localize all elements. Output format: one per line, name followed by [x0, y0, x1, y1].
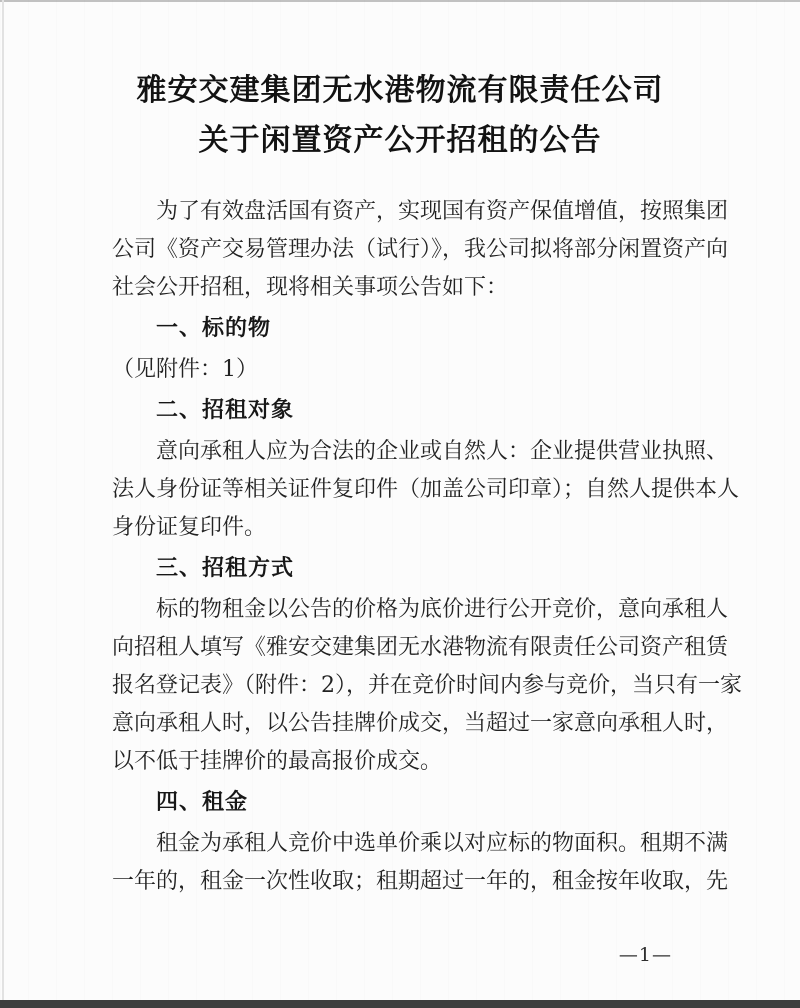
scan-bottom-bar-artifact — [0, 1000, 800, 1008]
paragraph-line: 公司《资产交易管理办法（试行）》，我公司拟将部分闲置资产向 — [112, 237, 729, 262]
attachment-note: （见附件：1） — [112, 357, 258, 382]
document-title-line-1: 雅安交建集团无水港物流有限责任公司 — [136, 73, 664, 108]
page-number: —1— — [618, 944, 672, 966]
paragraph-line: 向招租人填写《雅安交建集团无水港物流有限责任公司资产租赁 — [112, 635, 729, 660]
paragraph-line: 社会公开招租，现将相关事项公告如下： — [112, 275, 509, 300]
section-heading: 三、招租方式 — [156, 556, 295, 581]
paragraph-line: 一年的，租金一次性收取；租期超过一年的，租金按年收取，先 — [112, 869, 729, 894]
paragraph-line: 以不低于挂牌价的最高报价成交。 — [112, 749, 443, 774]
document-title-line-2: 关于闲置资产公开招租的公告 — [198, 123, 602, 158]
scan-left-edge-artifact — [2, 0, 4, 1008]
paragraph-line: 意向承租人应为合法的企业或自然人：企业提供营业执照、 — [156, 439, 729, 464]
paragraph-line: 标的物租金以公告的价格为底价进行公开竞价，意向承租人 — [156, 597, 729, 622]
paragraph-line: 身份证复印件。 — [112, 515, 267, 540]
paragraph-line: 为了有效盘活国有资产，实现国有资产保值增值，按照集团 — [156, 199, 729, 224]
section-heading: 二、招租对象 — [156, 398, 295, 423]
paragraph-line: 法人身份证等相关证件复印件（加盖公司印章）；自然人提供本人 — [112, 477, 740, 502]
section-heading: 四、租金 — [156, 790, 249, 815]
scan-top-edge-artifact — [0, 0, 800, 2]
paragraph-line: 意向承租人时，以公告挂牌价成交，当超过一家意向承租人时， — [112, 711, 729, 736]
document-title — [0, 0, 800, 166]
section-heading: 一、标的物 — [156, 316, 272, 341]
paragraph-line: 报名登记表》（附件：2），并在竞价时间内参与竞价，当只有一家 — [112, 673, 742, 698]
document-body — [112, 193, 742, 901]
paragraph-line: 租金为承租人竞价中选单价乘以对应标的物面积。租期不满 — [156, 831, 729, 856]
